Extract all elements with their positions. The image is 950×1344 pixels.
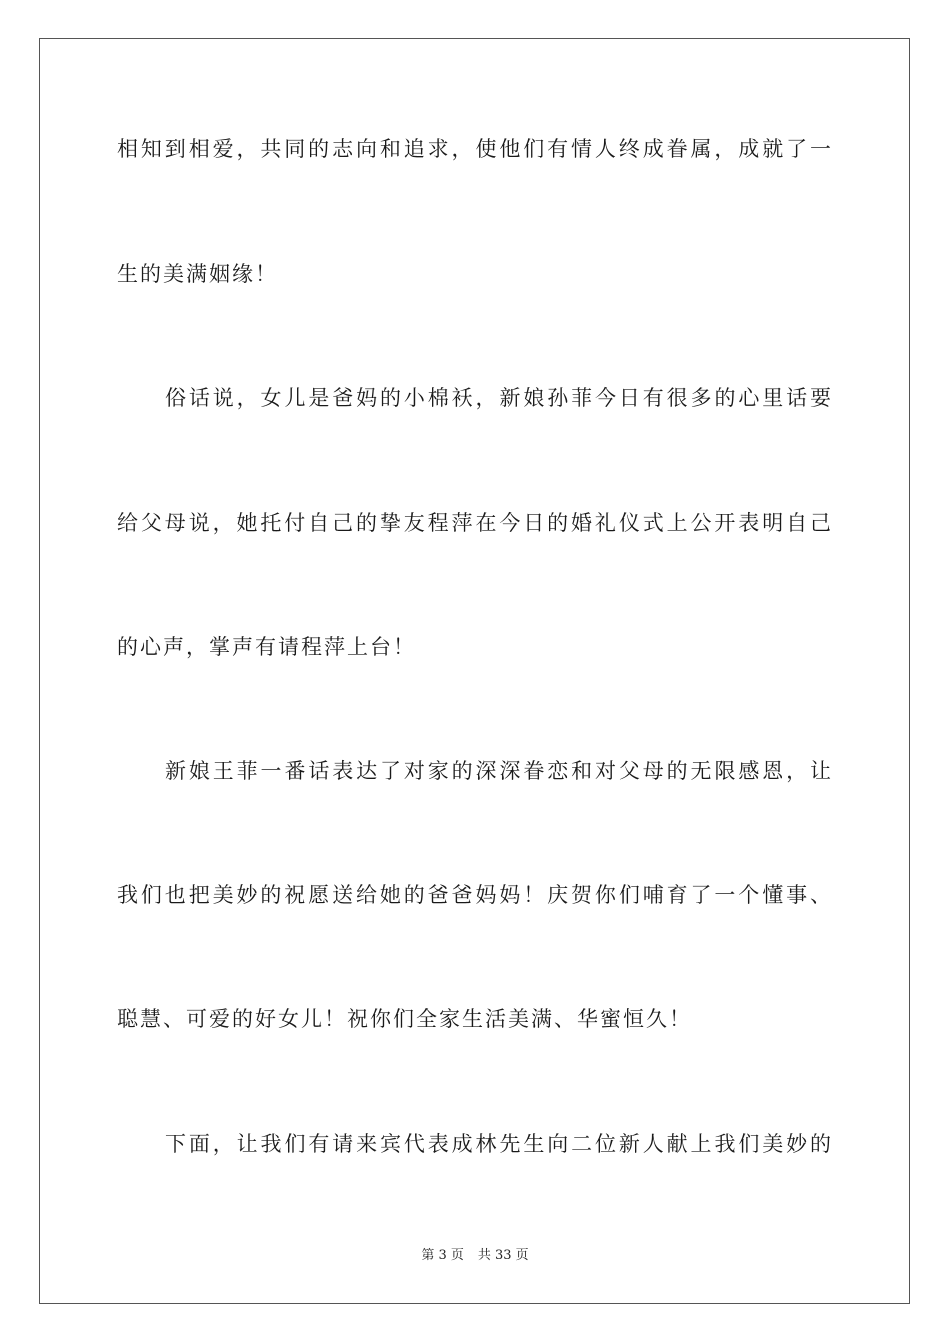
text-line-2: 生的美满姻缘！: [117, 262, 278, 286]
page-footer: [0, 1247, 950, 1265]
text-line-9: 下面，让我们有请来宾代表成林先生向二位新人献上我们美妙的: [165, 1132, 833, 1156]
text-line-4: 给父母说，她托付自己的挚友程萍在今日的婚礼仪式上公开表明自己: [117, 511, 833, 535]
text-line-1: 相知到相爱，共同的志向和追求，使他们有情人终成眷属，成就了一: [117, 137, 833, 161]
text-line-7: 我们也把美妙的祝愿送给她的爸爸妈妈！庆贺你们哺育了一个懂事、: [117, 883, 833, 907]
page-number-total: 共 33 页: [477, 1248, 529, 1263]
page-frame: [39, 38, 910, 1304]
text-line-8: 聪慧、可爱的好女儿！祝你们全家生活美满、华蜜恒久！: [117, 1007, 692, 1031]
page-number-current: 第 3 页: [421, 1248, 464, 1263]
text-line-5: 的心声，掌声有请程萍上台！: [117, 635, 416, 659]
text-line-6: 新娘王菲一番话表达了对家的深深眷恋和对父母的无限感恩，让: [165, 759, 833, 783]
text-line-3: 俗话说，女儿是爸妈的小棉袄，新娘孙菲今日有很多的心里话要: [165, 386, 833, 410]
